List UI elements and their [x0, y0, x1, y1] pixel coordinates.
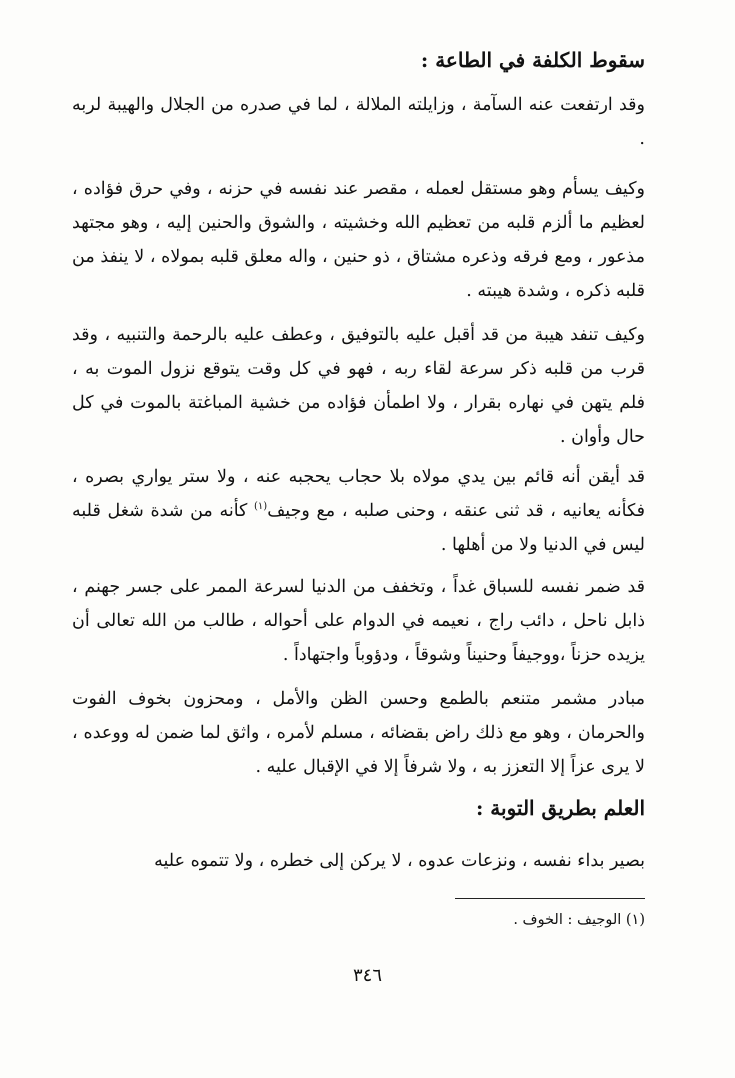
paragraph-3 [72, 318, 645, 454]
paragraph-1 [72, 88, 645, 156]
paragraph-6 [72, 682, 645, 784]
paragraph-2 [72, 172, 645, 308]
section-heading-2: العلم بطريق التوبة : [475, 796, 645, 820]
paragraph-1-text: وقد ارتفعت عنه السآمة ، وزايلته الملالة ، لما في صدره من الجلال والهيبة لربه . [72, 95, 645, 149]
paragraph-4-text [72, 460, 645, 562]
paragraph-7 [72, 844, 645, 878]
paragraph-7-text: بصير بداء نفسه ، ونزعات عدوه ، لا يركن إلى خطره ، ولا تتموه عليه [154, 851, 645, 871]
paragraph-4 [72, 460, 645, 562]
paragraph-5 [72, 570, 645, 672]
paragraph-3-text: وكيف تنفد هيبة من قد أقبل عليه بالتوفيق ، وعطف عليه بالرحمة والتنبيه ، وقد قرب من قلبه ذكر سرعة لقاء ربه ، فهو في كل وقت يتوقع نزول الموت به ، فلم يتهن في نهاره بقرار ، ولا اطمأن فؤاده من خشية المباغتة بالموت في كل حال وأوان . [72, 325, 645, 447]
paragraph-4-after: كأنه من شدة شغل قلبه ليس في الدنيا ولا من أهلها . [72, 501, 645, 555]
footnote-divider [455, 898, 645, 899]
page-number: ٣٤٦ [352, 965, 382, 986]
section-heading-1: سقوط الكلفة في الطاعة : [420, 48, 645, 72]
footnote-reference: (١) [254, 501, 268, 513]
paragraph-2-text: وكيف يسأم وهو مستقل لعمله ، مقصر عند نفسه في حزنه ، وفي حرق فؤاده ، لعظيم ما ألزم قلبه من تعظيم الله وخشيته ، والشوق والحنين إليه ، وهو مجتهد مذعور ، ومع فرقه وذعره مشتاق ، ذو حنين ، واله معلق قلبه بمولاه ، لا ينفذ من قلبه ذكره ، وشدة هيبته . [72, 179, 645, 301]
paragraph-6-text: مبادر مشمر متنعم بالطمع وحسن الظن والأمل ، ومحزون بخوف الفوت والحرمان ، وهو مع ذلك راض بقضائه ، مسلم لأمره ، واثق لما ضمن له ووعده ، لا يرى عزاً إلا التعزز به ، ولا شرفاً إلا في الإقبال عليه . [72, 689, 645, 777]
paragraph-5-text: قد ضمر نفسه للسباق غداً ، وتخفف من الدنيا لسرعة الممر على جسر جهنم ، ذابل ناحل ، دائب راج ، نعيمه في الدوام على أحواله ، طالب من الله تعالى أن يزيده حزناً ،ووجيفاً وحنيناً وشوقاً ، ودؤوباً واجتهاداً . [72, 577, 645, 665]
footnote: (١) الوجيف : الخوف . [513, 912, 645, 928]
paragraph-4-before: قد أيقن أنه قائم بين يدي مولاه بلا حجاب يحجبه عنه ، ولا ستر يواري بصره ، فكأنه يعانيه ، قد ثنى عنقه ، وحنى صلبه ، مع وجيف [72, 467, 645, 521]
